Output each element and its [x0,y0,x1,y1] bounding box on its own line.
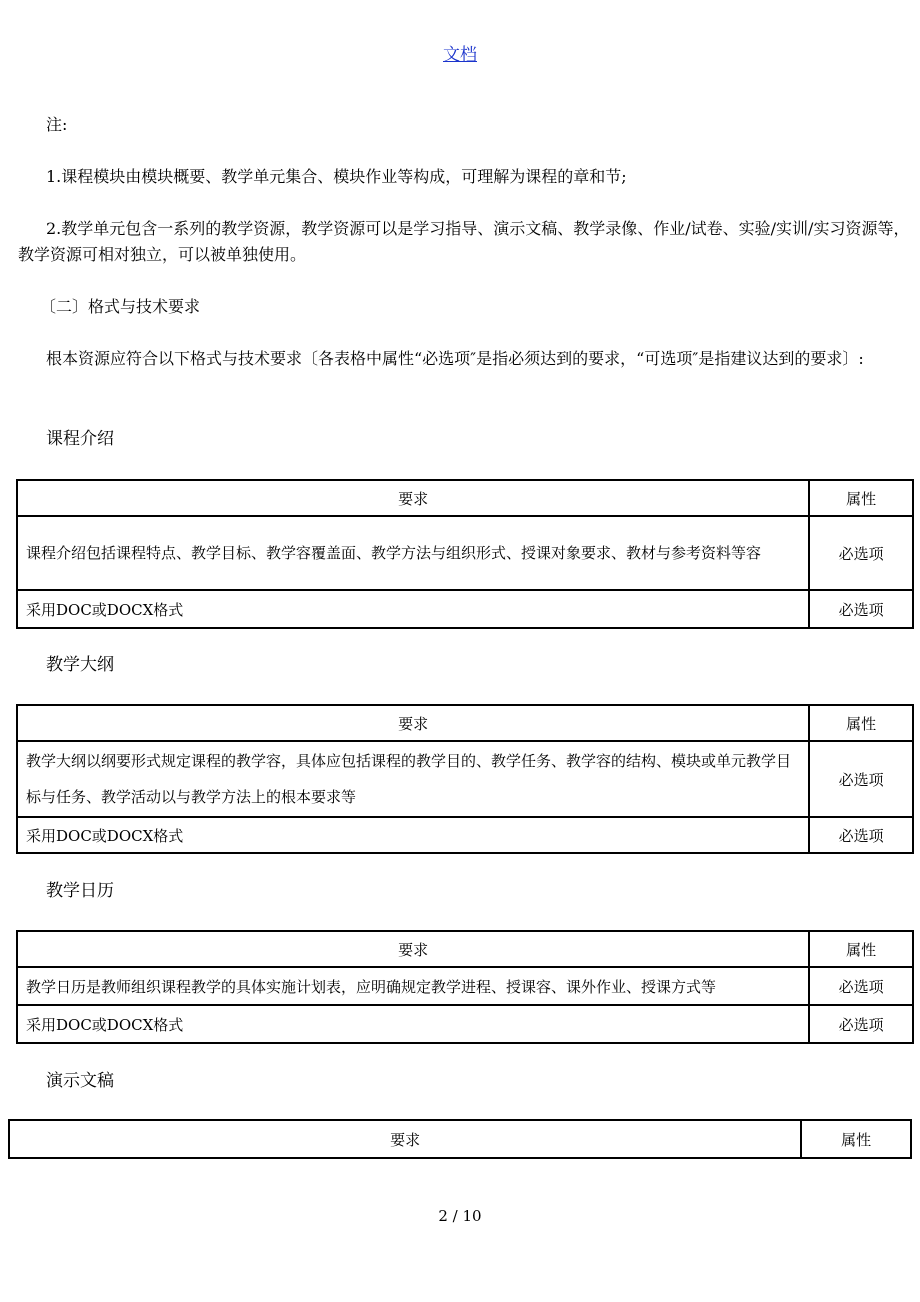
requirement-cell: 课程介绍包括课程特点、教学目标、教学容覆盖面、教学方法与组织形式、授课对象要求、教材与参考资料等容 [17,516,809,590]
attribute-cell: 必选项 [809,590,913,628]
header-requirement: 要求 [17,931,809,967]
table-row [17,817,913,853]
header-requirement: 要求 [17,480,809,516]
section-title-presentation: 演示文稿 [46,1071,114,1091]
format-intro: 根本资源应符合以下格式与技术要求〔各表格中属性“必选项″是指必须达到的要求，“可选项″是指建议达到的要求〕: [46,349,864,368]
requirement-cell: 采用DOC或DOCX格式 [17,590,809,628]
table-header-row [17,931,913,967]
table-presentation [8,1119,912,1159]
header-attribute: 属性 [809,931,913,967]
table-row [17,1005,913,1043]
header-attribute: 属性 [809,705,913,741]
table-header-row [17,480,913,516]
attribute-cell: 必选项 [809,516,913,590]
section-title-syllabus: 教学大纲 [46,655,114,675]
header-link[interactable]: 文档 [443,45,477,65]
header-requirement: 要求 [9,1120,801,1158]
attribute-cell: 必选项 [809,1005,913,1043]
table-header-row [17,705,913,741]
notes-label: 注: [46,115,68,134]
table-header-row [9,1120,911,1158]
header-attribute: 属性 [809,480,913,516]
requirement-cell: 采用DOC或DOCX格式 [17,1005,809,1043]
header-attribute: 属性 [801,1120,911,1158]
table-row [17,741,913,817]
table-row [17,590,913,628]
attribute-cell: 必选项 [809,817,913,853]
requirement-cell: 采用DOC或DOCX格式 [17,817,809,853]
table-row [17,516,913,590]
attribute-cell: 必选项 [809,741,913,817]
table-syllabus [16,704,914,854]
section-title-teaching-calendar: 教学日历 [46,881,114,901]
page-indicator: 2 / 10 [438,1207,482,1225]
notes-item-2: 2.教学单元包含一系列的教学资源，教学资源可以是学习指导、演示文稿、教学录像、作业/试卷、实验/实训/实习资源等，教学资源可相对独立，可以被单独使用。 [18,219,910,264]
section-title-course-intro: 课程介绍 [46,429,114,449]
header-requirement: 要求 [17,705,809,741]
attribute-cell: 必选项 [809,967,913,1005]
requirement-cell: 教学大纲以纲要形式规定课程的教学容，具体应包括课程的教学目的、教学任务、教学容的结构、模块或单元教学目标与任务、教学活动以与教学方法上的根本要求等 [17,741,809,817]
requirement-cell: 教学日历是教师组织课程教学的具体实施计划表，应明确规定教学进程、授课容、课外作业、授课方式等 [17,967,809,1005]
table-row [17,967,913,1005]
table-course-intro [16,479,914,629]
notes-item-1: 1.课程模块由模块概要、教学单元集合、模块作业等构成，可理解为课程的章和节; [46,167,627,186]
table-teaching-calendar [16,930,914,1044]
format-heading: 〔二〕格式与技术要求 [40,297,201,316]
